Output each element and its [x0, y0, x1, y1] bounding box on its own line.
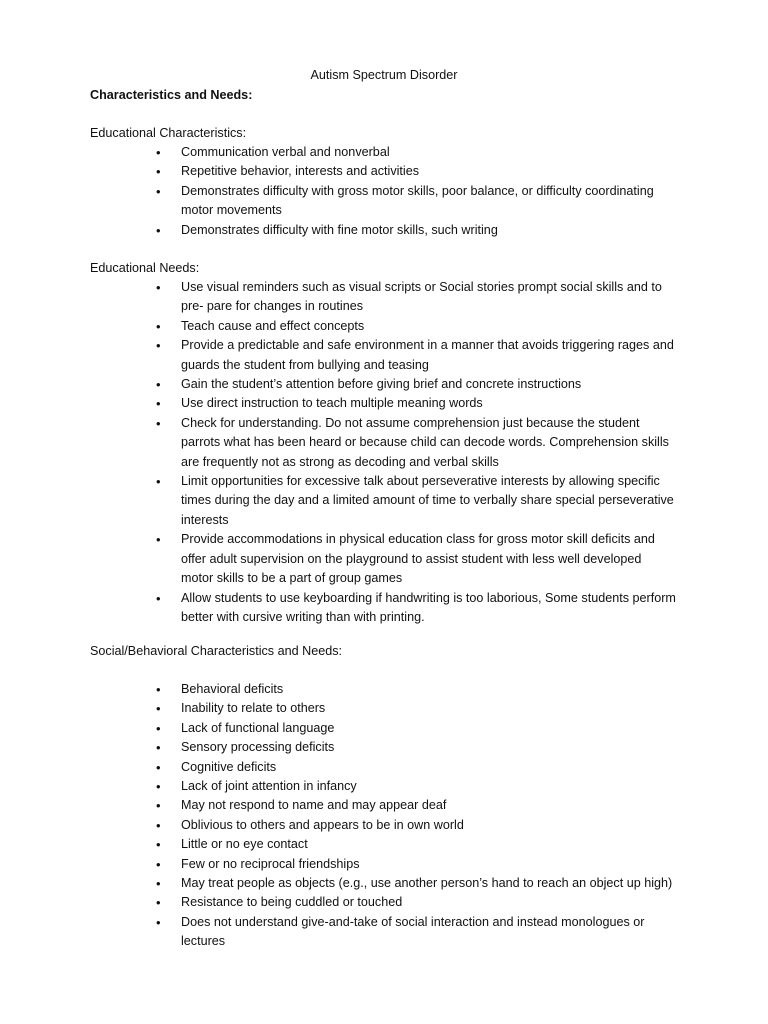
- list-item: [0, 835, 677, 854]
- bullet-icon: •: [156, 532, 161, 548]
- list-item: [0, 874, 677, 893]
- list-item-text: Communication verbal and nonverbal: [181, 145, 390, 159]
- bullet-icon: •: [156, 856, 161, 872]
- bullet-icon: •: [156, 740, 161, 756]
- bullet-icon: •: [156, 876, 161, 892]
- list-item-text: Lack of functional language: [181, 720, 335, 735]
- list-educational-characteristics: [0, 143, 677, 240]
- list-item-text: Lack of joint attention in infancy: [181, 779, 357, 794]
- list-item-text: Resistance to being cuddled or touched: [181, 895, 403, 910]
- document-title: Autism Spectrum Disorder: [310, 68, 458, 82]
- list-item-text: Check for understanding. Do not assume comprehension just because the student parrots what has been heard or because child can decode words. Comprehension skills are frequently not as strong as decoding and verbal skills: [181, 415, 669, 469]
- list-item: [0, 758, 677, 777]
- list-item-text: Repetitive behavior, interests and activities: [181, 164, 420, 179]
- bullet-icon: •: [156, 701, 161, 717]
- list-item: [0, 855, 677, 874]
- bullet-icon: •: [156, 590, 161, 606]
- section-heading-educational-characteristics: Educational Characteristics:: [90, 126, 247, 140]
- list-item: [0, 472, 677, 530]
- list-item: [0, 913, 677, 952]
- bullet-icon: •: [156, 415, 161, 431]
- bullet-icon: •: [156, 222, 161, 238]
- list-item-text: Teach cause and effect concepts: [181, 318, 365, 333]
- list-item-text: May treat people as objects (e.g., use another person’s hand to reach an object up high): [181, 876, 673, 891]
- bullet-icon: •: [156, 682, 161, 697]
- bullet-icon: •: [156, 759, 161, 775]
- bullet-icon: •: [156, 280, 161, 295]
- list-educational-needs: [0, 278, 677, 627]
- list-item-text: Oblivious to others and appears to be in own world: [181, 817, 464, 832]
- list-item: [0, 394, 677, 413]
- list-item: [0, 589, 677, 628]
- list-item: [0, 278, 677, 317]
- list-item-text: Inability to relate to others: [181, 701, 326, 716]
- list-social-behavioral: [0, 680, 677, 952]
- list-item: [0, 738, 677, 757]
- list-item-text: Provide a predictable and safe environment in a manner that avoids triggering rages and guards the student from bullying and teasing: [181, 338, 674, 372]
- bullet-icon: •: [156, 145, 161, 160]
- list-item: [0, 893, 677, 912]
- bullet-icon: •: [156, 377, 161, 393]
- list-item-text: Behavioral deficits: [181, 682, 284, 696]
- list-item: [0, 699, 677, 718]
- list-item: [0, 182, 677, 221]
- list-item: [0, 375, 677, 394]
- bullet-icon: •: [156, 914, 161, 930]
- list-item: [0, 336, 677, 375]
- list-item: [0, 816, 677, 835]
- list-item-text: Limit opportunities for excessive talk about perseverative interests by allowing specific times during the day and a limited amount of time to verbally share special perseverative interests: [181, 474, 674, 527]
- list-item-text: Few or no reciprocal friendships: [181, 856, 360, 871]
- bullet-icon: •: [156, 895, 161, 911]
- list-item: [0, 719, 677, 738]
- list-item: [0, 796, 677, 815]
- bullet-icon: •: [156, 474, 161, 490]
- bullet-icon: •: [156, 720, 161, 736]
- bullet-icon: •: [156, 798, 161, 814]
- list-item: [0, 317, 677, 336]
- list-item-text: Gain the student’s attention before giving brief and concrete instructions: [181, 377, 582, 392]
- bullet-icon: •: [156, 396, 161, 412]
- bullet-icon: •: [156, 779, 161, 795]
- bullet-icon: •: [156, 183, 161, 199]
- bullet-icon: •: [156, 817, 161, 833]
- list-item-text: Demonstrates difficulty with gross motor skills, poor balance, or difficulty coordinating motor movements: [181, 183, 654, 218]
- list-item: [0, 414, 677, 472]
- list-item: [0, 777, 677, 796]
- list-item-text: May not respond to name and may appear deaf: [181, 798, 447, 813]
- list-item-text: Allow students to use keyboarding if handwriting is too laborious, Some students perform better with cursive writing than with printing.: [181, 590, 676, 624]
- list-item-text: Provide accommodations in physical education class for gross motor skill deficits and offer adult supervision on the playground to assist student with less well developed motor skills to be a part of group games: [181, 532, 655, 586]
- document-subtitle: Characteristics and Needs:: [90, 88, 253, 102]
- bullet-icon: •: [156, 338, 161, 354]
- list-item: [0, 162, 677, 181]
- list-item: [0, 221, 677, 240]
- bullet-icon: •: [156, 318, 161, 334]
- bullet-icon: •: [156, 164, 161, 180]
- section-heading-educational-needs: Educational Needs:: [90, 261, 200, 275]
- list-item: [0, 680, 677, 699]
- list-item-text: Sensory processing deficits: [181, 740, 335, 755]
- list-item-text: Use visual reminders such as visual scripts or Social stories prompt social skills and to pre- pare for changes in routines: [181, 280, 662, 314]
- list-item-text: Cognitive deficits: [181, 759, 277, 774]
- list-item-text: Demonstrates difficulty with fine motor skills, such writing: [181, 222, 498, 237]
- list-item: [0, 530, 677, 588]
- list-item: [0, 143, 677, 162]
- section-heading-social-behavioral: Social/Behavioral Characteristics and Needs:: [90, 644, 342, 658]
- list-item-text: Does not understand give-and-take of social interaction and instead monologues or lectures: [181, 914, 645, 949]
- list-item-text: Use direct instruction to teach multiple meaning words: [181, 396, 483, 411]
- list-item-text: Little or no eye contact: [181, 837, 308, 852]
- bullet-icon: •: [156, 837, 161, 853]
